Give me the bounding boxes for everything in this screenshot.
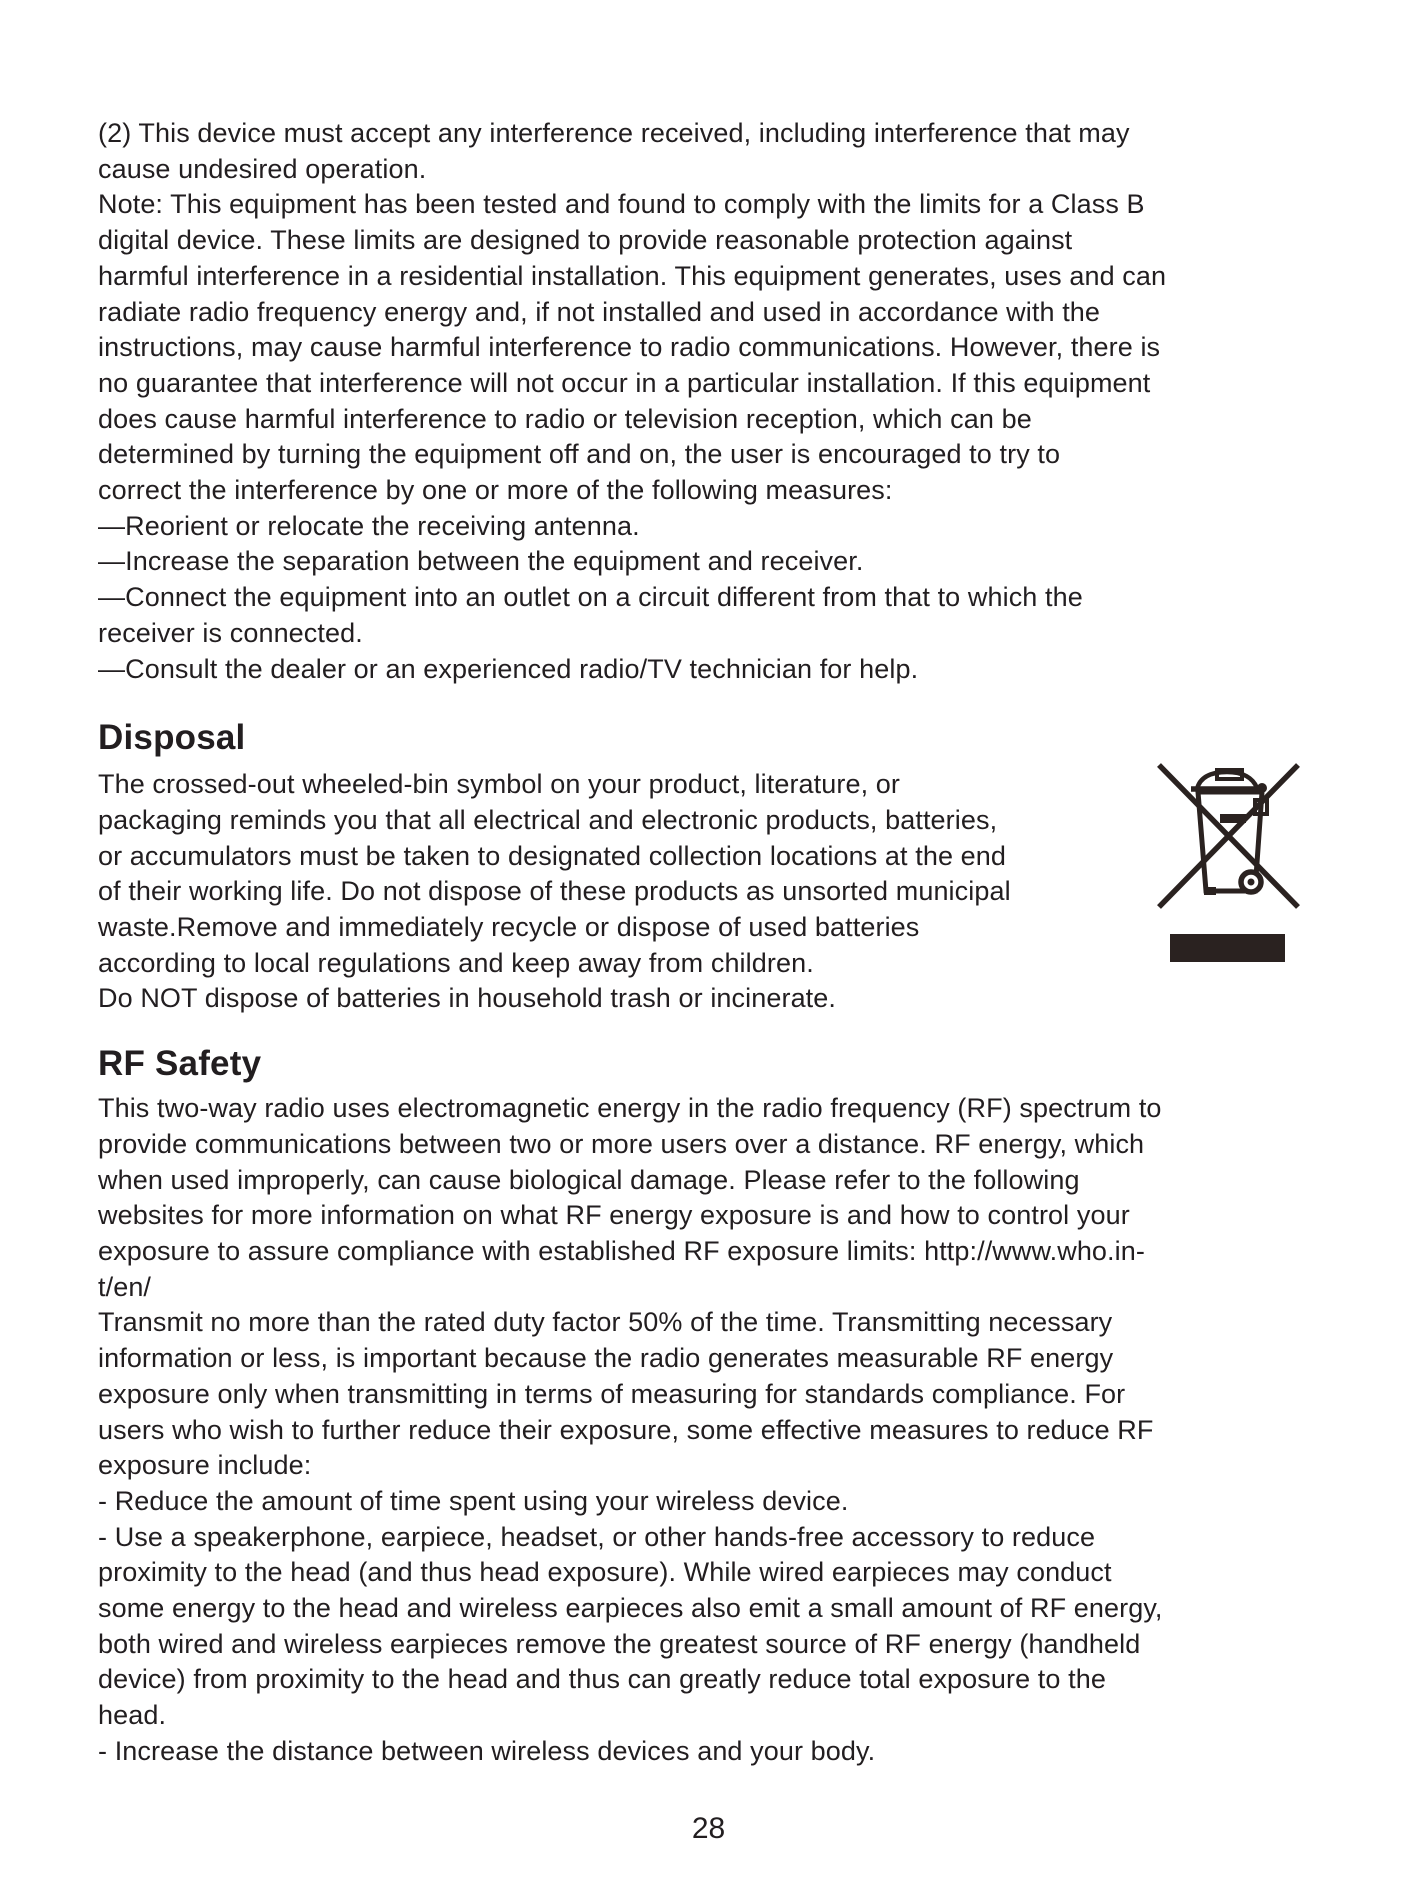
- text-line: - Reduce the amount of time spent using your wireless device.: [98, 1485, 849, 1516]
- text-line: proximity to the head (and thus head exposure). While wired earpieces may conduct: [98, 1557, 1112, 1588]
- text-line: harmful interference in a residential installation. This equipment generates, uses and can: [98, 260, 1167, 291]
- text-line: waste.Remove and immediately recycle or dispose of used batteries: [98, 912, 920, 943]
- text-line: users who wish to further reduce their exposure, some effective measures to reduce RF: [98, 1414, 1154, 1445]
- text-line: —Connect the equipment into an outlet on a circuit different from that to which the: [98, 582, 1083, 613]
- text-line: some energy to the head and wireless earpieces also emit a small amount of RF energy,: [98, 1593, 1163, 1624]
- text-line: both wired and wireless earpieces remove the greatest source of RF energy (handheld: [98, 1628, 1141, 1659]
- text-line: information or less, is important because the radio generates measurable RF energy: [98, 1343, 1114, 1374]
- text-line: This two-way radio uses electromagnetic energy in the radio frequency (RF) spectrum to: [98, 1093, 1162, 1124]
- text-line: correct the interference by one or more of the following measures:: [98, 475, 893, 506]
- rf-safety-section-heading: RF Safety: [98, 1044, 262, 1084]
- disposal-paragraph: [98, 767, 1328, 1017]
- text-line: —Increase the separation between the equipment and receiver.: [98, 546, 864, 577]
- fcc-interference-paragraph: [98, 116, 1328, 687]
- disposal-section-heading: Disposal: [98, 718, 246, 758]
- text-line: exposure to assure compliance with established RF exposure limits: http://www.who.in-: [98, 1235, 1145, 1266]
- page-number: 28: [691, 1812, 726, 1845]
- text-line: head.: [98, 1700, 167, 1731]
- text-line: The crossed-out wheeled-bin symbol on your product, literature, or: [98, 769, 900, 800]
- text-line: - Use a speakerphone, earpiece, headset, or other hands-free accessory to reduce: [98, 1521, 1096, 1552]
- text-line: digital device. These limits are designed to provide reasonable protection against: [98, 225, 1073, 256]
- page-content: [98, 116, 1328, 1770]
- text-line: Note: This equipment has been tested and found to comply with the limits for a Class B: [98, 189, 1145, 220]
- text-line: websites for more information on what RF energy exposure is and how to control your: [98, 1200, 1130, 1231]
- text-line: - Increase the distance between wireless devices and your body.: [98, 1735, 876, 1766]
- text-line: (2) This device must accept any interference received, including interference that may: [98, 118, 1130, 148]
- text-line: t/en/: [98, 1271, 152, 1302]
- text-line: determined by turning the equipment off and on, the user is encouraged to try to: [98, 439, 1061, 470]
- text-line: does cause harmful interference to radio or television reception, which can be: [98, 403, 1032, 434]
- rf-safety-paragraph: [98, 1091, 1328, 1769]
- text-line: —Consult the dealer or an experienced radio/TV technician for help.: [98, 653, 919, 684]
- text-line: cause undesired operation.: [98, 153, 427, 184]
- text-line: according to local regulations and keep away from children.: [98, 947, 814, 978]
- weee-crossed-out-wheeled-bin-icon: [1150, 761, 1306, 971]
- text-line: instructions, may cause harmful interference to radio communications. However, there is: [98, 332, 1161, 363]
- text-line: provide communications between two or more users over a distance. RF energy, which: [98, 1128, 1145, 1159]
- text-line: device) from proximity to the head and thus can greatly reduce total exposure to the: [98, 1664, 1106, 1695]
- text-line: receiver is connected.: [98, 617, 363, 648]
- text-line: when used improperly, can cause biological damage. Please refer to the following: [98, 1164, 1080, 1195]
- weee-black-bar: [1170, 934, 1285, 962]
- text-line: radiate radio frequency energy and, if not installed and used in accordance with the: [98, 296, 1101, 327]
- text-line: no guarantee that interference will not occur in a particular installation. If this equipment: [98, 367, 1151, 398]
- text-line: —Reorient or relocate the receiving antenna.: [98, 510, 640, 541]
- text-line: Transmit no more than the rated duty factor 50% of the time. Transmitting necessary: [98, 1307, 1113, 1338]
- text-line: packaging reminds you that all electrical and electronic products, batteries,: [98, 804, 998, 835]
- text-line: exposure only when transmitting in terms of measuring for standards compliance. For: [98, 1378, 1126, 1409]
- text-line: of their working life. Do not dispose of these products as unsorted municipal: [98, 876, 1011, 907]
- text-line: exposure include:: [98, 1450, 312, 1481]
- text-line: or accumulators must be taken to designated collection locations at the end: [98, 840, 1007, 871]
- text-line: Do NOT dispose of batteries in household trash or incinerate.: [98, 983, 836, 1014]
